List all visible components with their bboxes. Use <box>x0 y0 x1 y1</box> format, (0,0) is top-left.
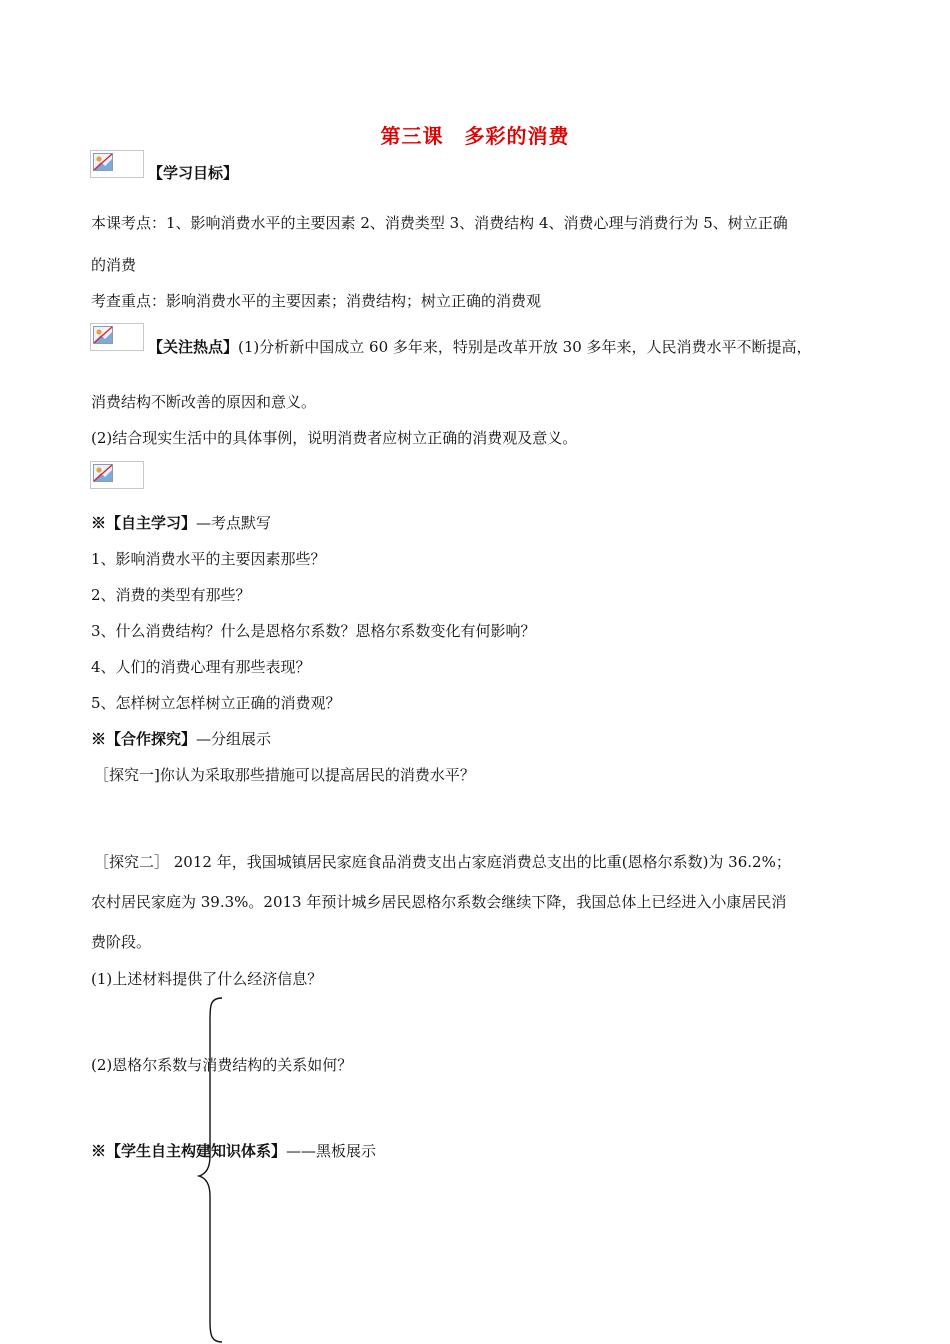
sub-question-1: (1)上述材料提供了什么经济信息？ <box>91 970 323 988</box>
question-3: 3、什么消费结构？什么是恩格尔系数？恩格尔系数变化有何影响？ <box>91 622 536 640</box>
hot-heading: 【关注热点】 <box>148 338 239 356</box>
exam-points-line2: 的消费 <box>91 256 137 274</box>
self-study-heading: ※【自主学习】 <box>91 514 197 532</box>
goals-heading: 【学习目标】 <box>148 164 239 182</box>
sub-question-2: (2)恩格尔系数与消费结构的关系如何？ <box>91 1056 353 1074</box>
explore-1: ［探究一]你认为采取那些措施可以提高居民的消费水平？ <box>94 766 475 784</box>
broken-image-icon <box>90 150 144 178</box>
explore-2-line1: ［探究二］ 2012 年，我国城镇居民家庭食品消费支出占家庭消费总支出的比重(恩格尔系数)为 36.2%； <box>94 853 791 871</box>
build-heading: ※【学生自主构建知识体系】 <box>91 1142 287 1160</box>
hot-line1: (1)分析新中国成立 60 多年来，特别是改革开放 30 多年来，人民消费水平不断提高， <box>238 338 812 356</box>
self-study-heading-line <box>91 513 271 533</box>
explore-2-line3: 费阶段。 <box>91 933 152 951</box>
build-suffix: ——黑板展示 <box>286 1142 377 1160</box>
hot-line3: (2)结合现实生活中的具体事例，说明消费者应树立正确的消费观及意义。 <box>91 429 578 447</box>
broken-image-icon <box>90 461 144 489</box>
coop-heading-line <box>91 729 271 749</box>
curly-brace-icon <box>196 996 226 1344</box>
coop-suffix: —分组展示 <box>196 730 272 748</box>
question-4: 4、人们的消费心理有那些表现？ <box>91 658 311 676</box>
hot-line2: 消费结构不断改善的原因和意义。 <box>91 393 317 411</box>
explore-2-line2: 农村居民家庭为 39.3%。2013 年预计城乡居民恩格尔系数会继续下降，我国总体上已经进入小康居民消 <box>91 893 787 911</box>
build-heading-line <box>91 1141 376 1161</box>
question-5: 5、怎样树立怎样树立正确的消费观？ <box>91 694 341 712</box>
question-1: 1、影响消费水平的主要因素那些？ <box>91 550 326 568</box>
question-2: 2、消费的类型有那些？ <box>91 586 251 604</box>
hot-topics-paragraph <box>148 337 812 357</box>
self-study-suffix: —考点默写 <box>196 514 272 532</box>
broken-image-icon <box>90 323 144 351</box>
exam-points-line1: 本课考点：1、影响消费水平的主要因素 2、消费类型 3、消费结构 4、消费心理与消费行为 5、树立正确 <box>91 214 788 232</box>
page-title: 第三课 多彩的消费 <box>380 124 570 148</box>
coop-heading: ※【合作探究】 <box>91 730 197 748</box>
key-points: 考查重点：影响消费水平的主要因素；消费结构；树立正确的消费观 <box>91 292 542 310</box>
